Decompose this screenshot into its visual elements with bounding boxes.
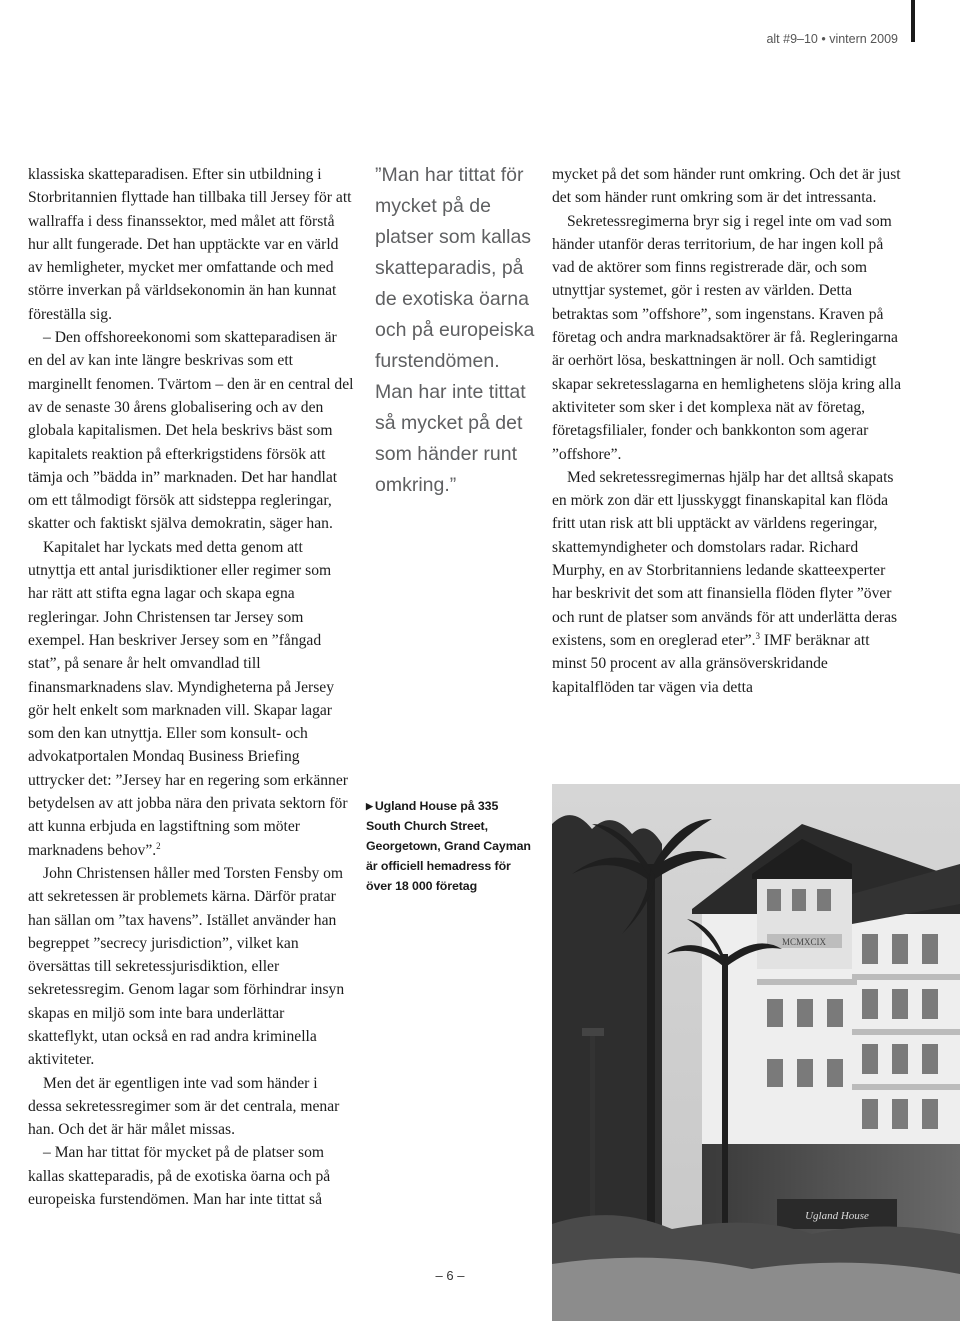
- pull-quote: ”Man har tittat för mycket på de platser som kallas skatteparadis, på de exotiska öarna och på europeiska furstendömen. Man har inte tittat så mycket på det som händer runt omkring.”: [375, 164, 535, 496]
- building-photo-illustration: [552, 784, 960, 1321]
- building-inscription: MCMXCIX: [781, 937, 827, 947]
- paragraph-text: Kapitalet har lyckats med detta genom att utnyttja ett antal jurisdiktioner eller regimer som har rätt att stifta egna lagar och skapa egna regleringar. John Christensen tar Jersey som exempel. Han beskriver Jersey som en ”fångad stat”, på senare år helt omvandlad till finansmarknadens slav. Myndigheterna på Jersey gör helt enkelt som marknaden vill. Skapar lagar som den kan utnyttja. Eller som konsult- och advokatportalen Mondaq Business Briefing uttrycker det: ”Jersey har en regering som erkänner betydelsen av att jobba nära den privata sektorn för att kunna erbjuda en lagstiftning som möter marknadens behov”.: [28, 538, 348, 859]
- footnote-ref: 2: [156, 840, 161, 851]
- paragraph: – Den offshoreekonomi som skatteparadisen är en del av kan inte längre beskrivas som ett marginellt fenomen. Tvärtom – den är en central del av de senaste 30 årens globalisering och av den globala kapitalismen. Det hela beskrivs bäst som kapitalets reaktion på efterkrigstidens försök att tämja och ”bädda in” marknaden. Det har handlat om ett tålmodigt försök att sidsteppa regleringar, skatter och faktiskt själva demokratin, säger han.: [28, 329, 354, 533]
- paragraph-text: Med sekretessregimernas hjälp har det alltså skapats en mörk zon där ett ljusskyggt finanskapital kan flöda fritt utan risk att bli upptäckt av världens regeringar, skattemyndigheter och domstolars radar. Richard Murphy, en av Storbritanniens ledande skatteexperter har beskrivit det som att finansiella flöden flyter ”över och runt de platser som används för att underlätta deras existens, som en oreglerad eter”.: [552, 468, 898, 649]
- paragraph: [28, 536, 354, 862]
- building-photo: [552, 784, 960, 1321]
- paragraph: [552, 466, 904, 699]
- caption-arrow-icon: ▶: [366, 801, 373, 811]
- footnote-ref: 3: [755, 630, 761, 641]
- header-rule: [911, 0, 915, 42]
- building-sign-text: Ugland House: [805, 1210, 869, 1222]
- right-column: [552, 163, 904, 699]
- paragraph: – Man har tittat för mycket på de platser som kallas skatteparadis, på de exotiska öarna och på europeiska furstendömen. Man har inte tittat så: [28, 1144, 331, 1209]
- paragraph-text: IMF beräknar att minst 50 procent av alla gränsöverskridande kapitalflöden tar vägen via detta: [552, 631, 870, 696]
- left-column: [28, 163, 354, 1211]
- page-number: – 6 –: [435, 1268, 465, 1283]
- paragraph: mycket på det som händer runt omkring. Och det är just det som händer runt omkring som är det intressanta.: [552, 166, 901, 207]
- paragraph: Sekretessregimerna bryr sig i regel inte om vad som händer utanför deras territorium, de har ingen koll på vad de aktörer som finns registrerade där, och som utnyttjar systemet, gör i resten av världen. Detta betraktas som ”offshore”, som ingenstans. Kraven på företag och andra marknadsaktörer är få. Regleringarna är oerhört lösa, beskattningen är noll. Och samtidigt skapar sekretesslagarna en hemlighetens slöja kring alla aktiviteter som sker i det komplexa nät av företag, företagsfilialer, fonder och bankkonton som agerar ”offshore”.: [552, 212, 902, 463]
- paragraph: John Christensen håller med Torsten Fensby om att sekretessen är problemets kärna. Därför pratar han sällan om ”tax havens”. Istället använder han begreppet ”secrecy jurisdiction”, vilket kan översättas till sekretessjurisdiktion, eller sekretessregim. Genom lagar som förhindrar insyn skapas en miljö som inte bara underlättar skatteflykt, utan också en rad andra kriminella aktiviteter.: [28, 864, 345, 1069]
- paragraph: klassiska skatteparadisen. Efter sin utbildning i Storbritannien flyttade han tillbaka till Jersey för att wallraffa i dess finanssektor, med målet att förstå hur allt fungerade. Det han upptäckte var en värld av hemligheter, mycket mer omfattande och med större inverkan på världsekonomin än han kunnat föreställa sig.: [28, 166, 352, 323]
- caption-text: Ugland House på 335 South Church Street, Georgetown, Grand Cayman är officiell hemadress för över 18 000 företag: [366, 799, 531, 893]
- photo-caption: [366, 796, 534, 896]
- paragraph: Men det är egentligen inte vad som händer i dessa sekretessregimer som är det centrala, menar han. Och det är här målet missas.: [28, 1074, 340, 1139]
- running-header: alt #9–10 • vintern 2009: [766, 32, 898, 46]
